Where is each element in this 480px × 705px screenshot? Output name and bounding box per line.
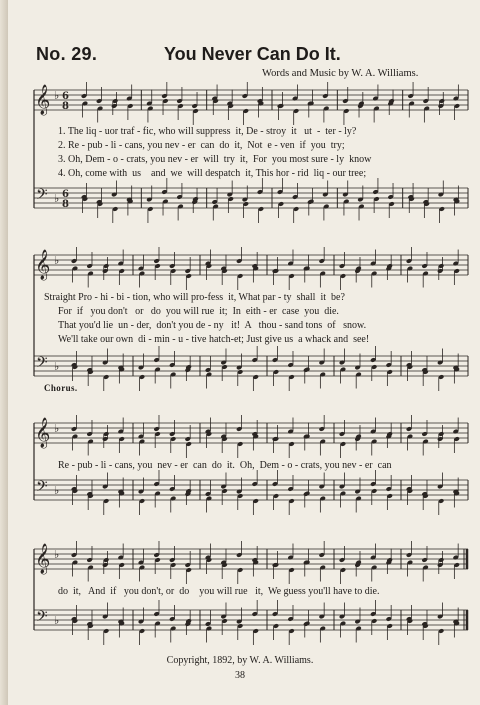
- lyric-line: That you'd lie un - der, don't you de - ny it! A thou - sand tons of snow.: [58, 320, 367, 331]
- treble-clef-icon: 𝄞: [35, 544, 51, 574]
- flat-sign-icon: ♭: [54, 548, 60, 561]
- time-signature: 6: [62, 189, 69, 200]
- lyric-line: 3. Oh, Dem - o - crats, you nev - er will try it, For you most sure - ly know: [58, 154, 372, 165]
- composer-credit: Words and Music by W. A. Williams.: [262, 68, 419, 79]
- lyric-line: 2. Re - pub - li - cans, you nev - er can do it, Not e - ven if you try;: [58, 140, 345, 151]
- time-signature: 8: [62, 101, 69, 112]
- lyric-line: 1. The liq - uor traf - fic, who will suppress it, De - stroy it ut - ter - ly?: [58, 126, 357, 137]
- flat-sign-icon: ♭: [54, 360, 60, 373]
- treble-clef-icon: 𝄞: [35, 418, 51, 448]
- flat-sign-icon: ♭: [54, 254, 60, 267]
- treble-clef-icon: 𝄞: [35, 250, 51, 280]
- lyric-line: Straight Pro - hi - bi - tion, who will pro-fess it, What par - ty shall it be?: [44, 292, 345, 303]
- copyright-notice: Copyright, 1892, by W. A. Williams.: [166, 655, 314, 666]
- hymn-number: No. 29.: [36, 44, 98, 64]
- bass-clef-icon: 𝄢: [36, 354, 48, 375]
- time-signature: 6: [62, 91, 69, 102]
- hymn-title: You Never Can Do It.: [164, 44, 341, 64]
- flat-sign-icon: ♭: [54, 484, 60, 497]
- flat-sign-icon: ♭: [54, 614, 60, 627]
- flat-sign-icon: ♭: [54, 192, 60, 205]
- bass-clef-icon: 𝄢: [36, 186, 48, 207]
- flat-sign-icon: ♭: [54, 422, 60, 435]
- page-number: 38: [235, 670, 245, 681]
- lyric-line: Re - pub - li - cans, you nev - er can do it. Oh, Dem - o - crats, you nev - er can: [58, 460, 392, 471]
- chorus-label: Chorus.: [44, 383, 78, 393]
- lyric-line: 4. Oh, come with us and we will despatch it, This hor - rid liq - our tree;: [58, 168, 367, 179]
- bass-clef-icon: 𝄢: [36, 478, 48, 499]
- lyric-line: We'll take our own di - min - u - tive hatch-et; Just give us a whack and see!: [58, 334, 370, 345]
- lyric-line: do it, And if you don't, or do you will rue it, We guess you'll have to die.: [58, 586, 380, 597]
- treble-clef-icon: 𝄞: [35, 85, 51, 115]
- time-signature: 8: [62, 199, 69, 210]
- lyric-line: For if you don't or do you will rue it; In eith - er case you die.: [58, 306, 339, 317]
- bass-clef-icon: 𝄢: [36, 608, 48, 629]
- flat-sign-icon: ♭: [54, 89, 60, 102]
